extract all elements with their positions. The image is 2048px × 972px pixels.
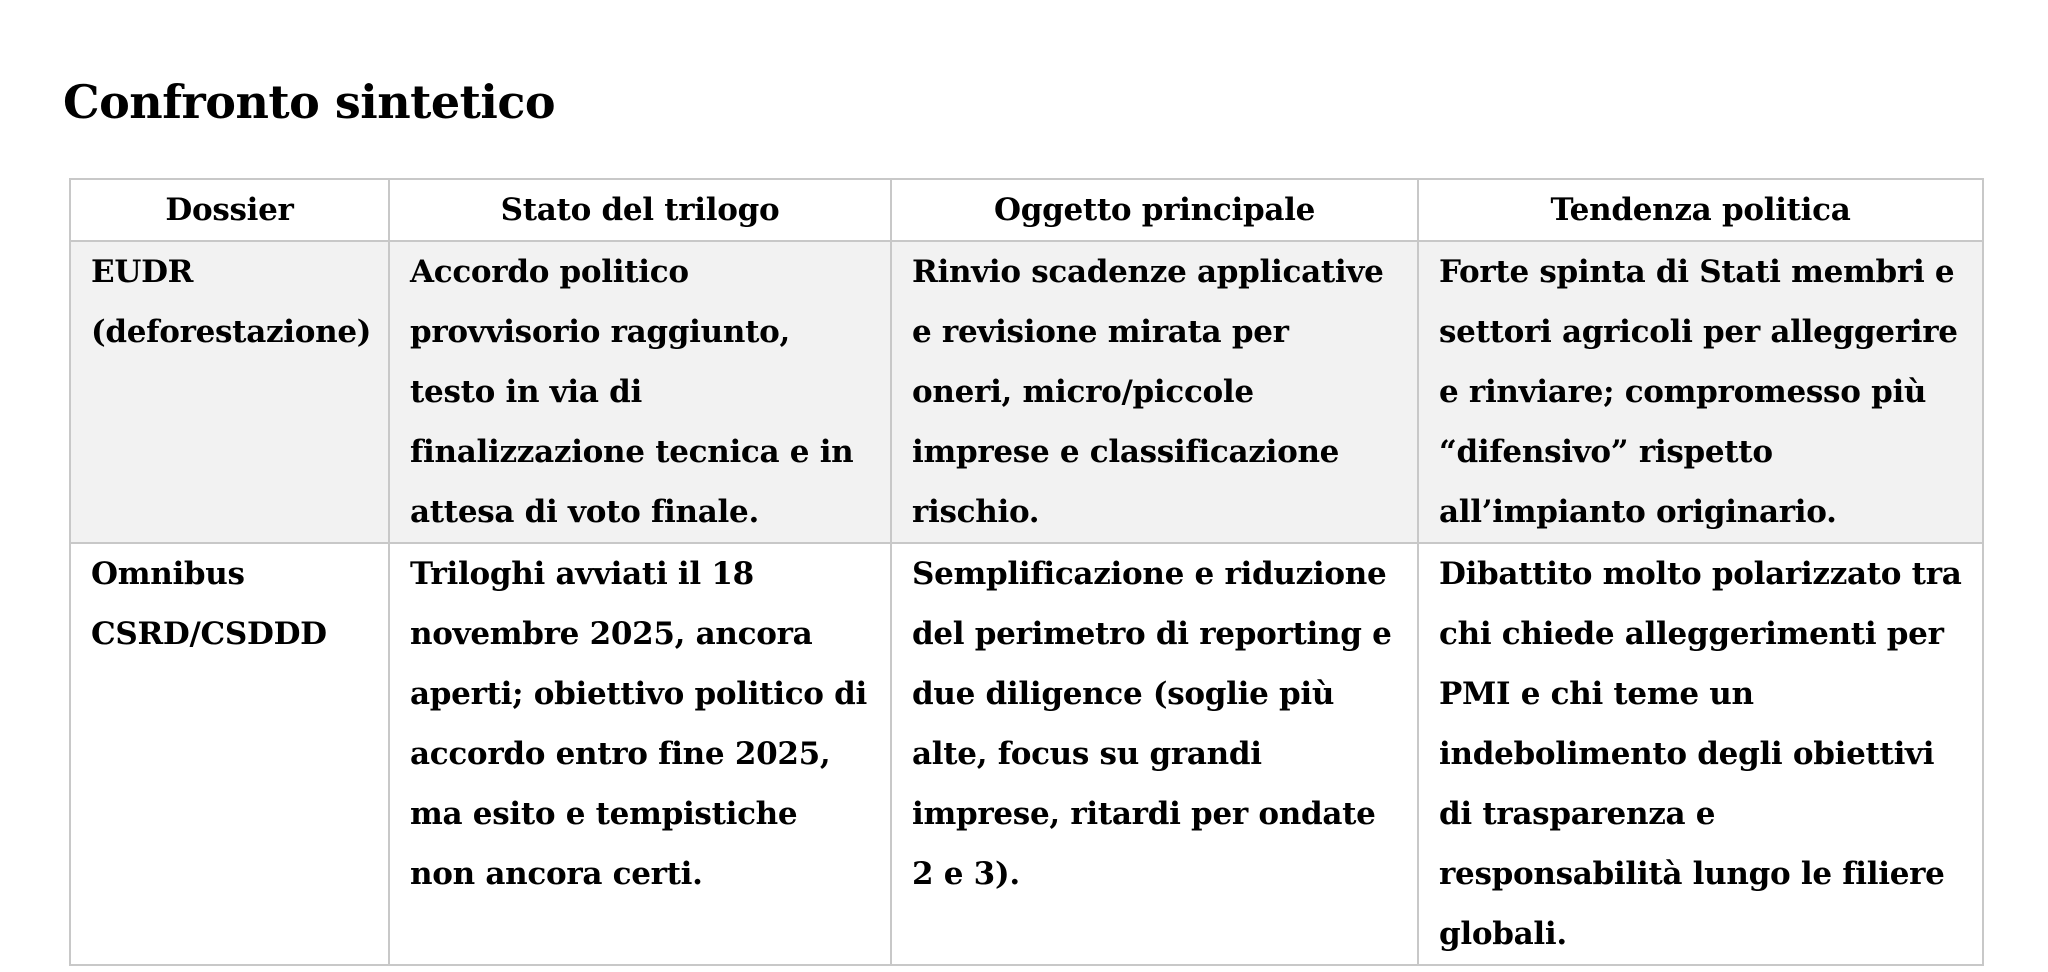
table-header-row [70, 179, 1983, 241]
cell-tendenza-politica: Dibattito molto polarizzato tra chi chiede alleggerimenti per PMI e chi teme un indebolimento degli obiettivi di trasparenza e responsabilità lungo le filiere globali. [1418, 543, 1983, 965]
comparison-table [69, 178, 1984, 966]
cell-dossier: EUDR (deforestazione) [70, 241, 389, 543]
table-row [70, 241, 1983, 543]
header-dossier: Dossier [70, 179, 389, 241]
cell-stato-trilogo: Accordo politico provvisorio raggiunto, testo in via di finalizzazione tecnica e in attesa di voto finale. [389, 241, 891, 543]
page-title: Confronto sintetico [63, 75, 556, 129]
cell-dossier: Omnibus CSRD/CSDDD [70, 543, 389, 965]
cell-stato-trilogo: Triloghi avviati il 18 novembre 2025, ancora aperti; obiettivo politico di accordo entro fine 2025, ma esito e tempistiche non ancora certi. [389, 543, 891, 965]
table-row [70, 543, 1983, 965]
header-tendenza-politica: Tendenza politica [1418, 179, 1983, 241]
cell-oggetto-principale: Rinvio scadenze applicative e revisione mirata per oneri, micro/piccole imprese e classificazione rischio. [891, 241, 1418, 543]
cell-oggetto-principale: Semplificazione e riduzione del perimetro di reporting e due diligence (soglie più alte, focus su grandi imprese, ritardi per ondate 2 e 3). [891, 543, 1418, 965]
cell-tendenza-politica: Forte spinta di Stati membri e settori agricoli per alleggerire e rinviare; compromesso più “difensivo” rispetto all’impianto originario. [1418, 241, 1983, 543]
header-oggetto-principale: Oggetto principale [891, 179, 1418, 241]
header-stato-trilogo: Stato del trilogo [389, 179, 891, 241]
